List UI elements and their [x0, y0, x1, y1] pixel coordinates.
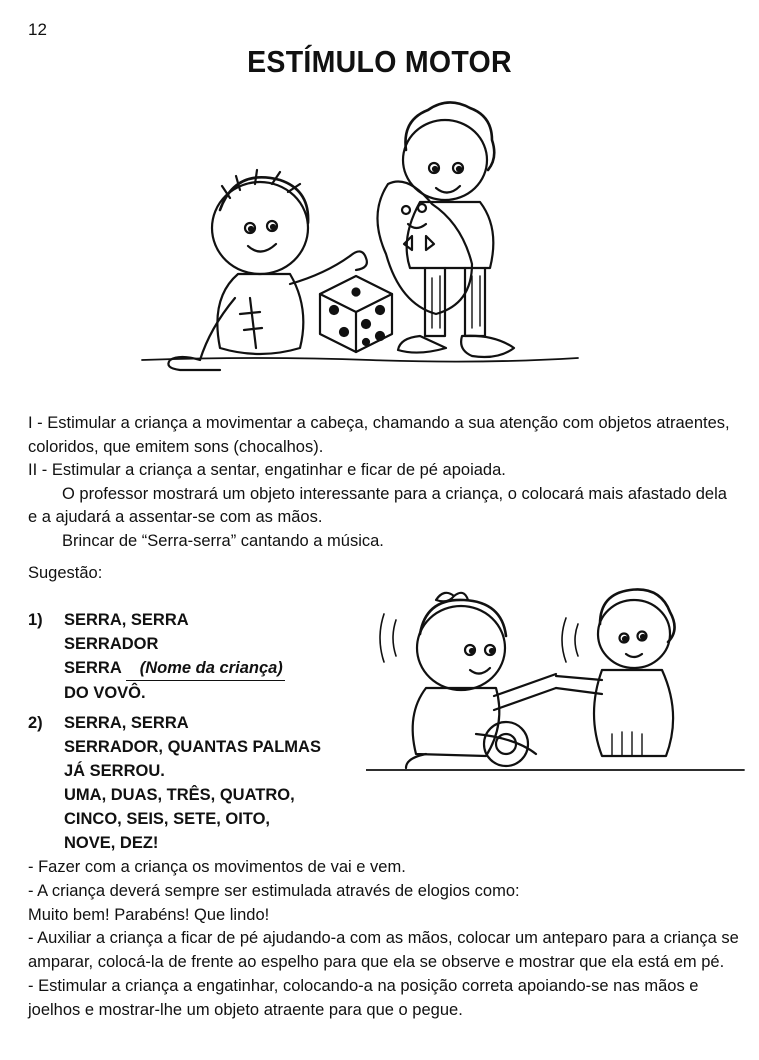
song-lyrics — [28, 608, 321, 855]
instructions — [28, 856, 740, 1023]
instruction-1: - Fazer com a criança os movimentos de vai e vem. — [28, 858, 406, 876]
verse-line: SERRA, SERRA — [64, 611, 189, 629]
standing-child-icon — [398, 102, 514, 357]
page-title: ESTÍMULO MOTOR — [247, 44, 512, 79]
verse-line-with-blank — [64, 656, 285, 681]
verse-line: DO VOVÔ. — [64, 684, 146, 702]
children-playing-illustration — [140, 98, 580, 403]
verse-number: 1) — [28, 611, 43, 629]
intro-paragraph-1: I - Estimular a criança a movimentar a cabeça, chamando a sua atenção com objetos atraentes, coloridos, que emitem sons (chocalhos). — [28, 414, 730, 456]
instruction-4: - Auxiliar a criança a ficar de pé ajudando-a com as mãos, colocar um anteparo para a criança se amparar, colocá-la de frente ao espelho para que ela se observe e mostrar que ela está em pé. — [28, 929, 739, 972]
verse-line: UMA, DUAS, TRÊS, QUATRO, — [64, 786, 295, 804]
child-name-blank: (Nome da criança) — [126, 656, 285, 681]
verse-line: CINCO, SEIS, SETE, OITO, — [64, 810, 270, 828]
page-number: 12 — [28, 20, 47, 39]
instruction-5: - Estimular a criança a engatinhar, colocando-a na posição correta apoiando-se nas mãos e joelhos e mostrar-lhe um objeto atraente para que o pegue. — [28, 976, 699, 1019]
right-child-icon — [556, 589, 675, 756]
verse-number: 2) — [28, 714, 43, 732]
intro-paragraph-3: O professor mostrará um objeto interessante para a criança, o colocará mais afastado dela e a ajudará a assentar-se com as mãos. — [28, 484, 727, 526]
song-verse-1 — [28, 608, 321, 705]
verse-line: JÁ SERROU. — [64, 762, 165, 780]
instruction-2: - A criança deverá sempre ser estimulada através de elogios como: — [28, 881, 520, 900]
instruction-3: Muito bem! Parabéns! Que lindo! — [28, 905, 270, 924]
verse-line: SERRADOR — [64, 635, 159, 653]
verse-line-prefix: SERRA — [64, 659, 122, 677]
kneeling-child-icon — [168, 170, 367, 370]
song-verse-2 — [28, 711, 321, 855]
dice-icon — [320, 276, 392, 352]
suggestion-label: Sugestão: — [28, 564, 103, 582]
intro-paragraph-4: Brincar de “Serra-serra” cantando a música. — [62, 531, 384, 550]
verse-line: NOVE, DEZ! — [64, 834, 159, 852]
left-child-icon — [406, 593, 556, 768]
serra-serra-illustration — [366, 584, 746, 784]
verse-line: SERRA, SERRA — [64, 714, 189, 732]
verse-line: SERRADOR, QUANTAS PALMAS — [64, 738, 321, 756]
intro-text — [28, 412, 738, 553]
intro-paragraph-2: II - Estimular a criança a sentar, engatinhar e ficar de pé apoiada. — [28, 461, 506, 479]
